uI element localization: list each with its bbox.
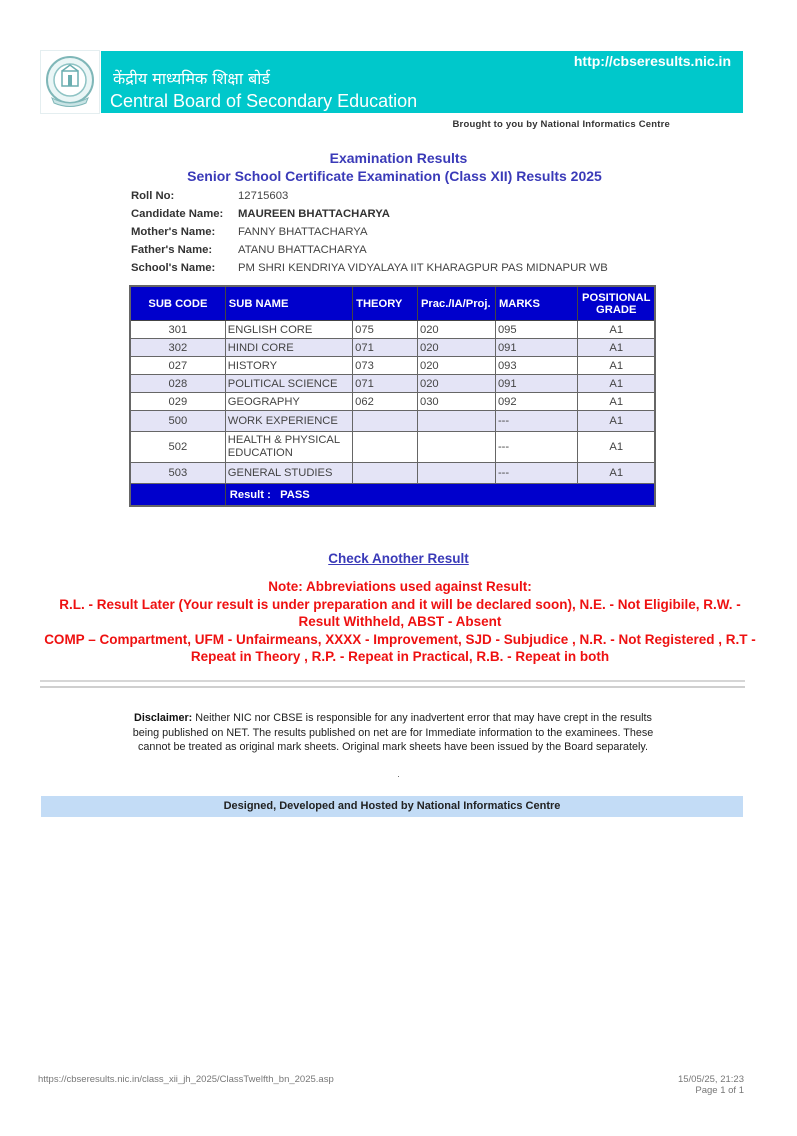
cell-marks: ---	[495, 463, 578, 484]
cell-sub-code: 301	[130, 321, 225, 339]
table-row	[130, 321, 655, 339]
cell-sub-name: HISTORY	[225, 357, 352, 375]
print-page-url: https://cbseresults.nic.in/class_xii_jh_2025/ClassTwelfth_bn_2025.asp	[38, 1074, 334, 1085]
mother-name-row	[131, 223, 608, 241]
cell-sub-code: 027	[130, 357, 225, 375]
col-header-sub-code: SUB CODE	[130, 286, 225, 321]
cell-sub-name: WORK EXPERIENCE	[225, 411, 352, 432]
cell-theory: 071	[353, 339, 418, 357]
result-row	[130, 484, 655, 507]
cell-sub-name: GENERAL STUDIES	[225, 463, 352, 484]
col-header-practical: Prac./IA/Proj.	[417, 286, 495, 321]
cell-marks: ---	[495, 432, 578, 463]
check-another-result-link[interactable]: Check Another Result	[328, 551, 469, 566]
cell-sub-code: 302	[130, 339, 225, 357]
cell-marks: 091	[495, 339, 578, 357]
table-row	[130, 411, 655, 432]
mother-name-value: FANNY BHATTACHARYA	[238, 226, 368, 238]
col-header-sub-name: SUB NAME	[225, 286, 352, 321]
cell-grade: A1	[578, 411, 655, 432]
exam-title: Senior School Certificate Examination (Class XII) Results 2025	[187, 168, 602, 184]
cell-sub-name: GEOGRAPHY	[225, 393, 352, 411]
candidate-name-label: Candidate Name:	[131, 208, 224, 220]
cell-grade: A1	[578, 432, 655, 463]
table-row	[130, 393, 655, 411]
cell-practical: 020	[417, 339, 495, 357]
table-row	[130, 463, 655, 484]
cell-sub-code: 502	[130, 432, 225, 463]
cell-sub-code: 500	[130, 411, 225, 432]
cell-theory: 062	[353, 393, 418, 411]
cell-sub-code: 503	[130, 463, 225, 484]
table-row	[130, 432, 655, 463]
cell-practical: 020	[417, 375, 495, 393]
candidate-info	[131, 187, 608, 277]
table-row	[130, 375, 655, 393]
col-header-theory: THEORY	[353, 286, 418, 321]
roll-value: 12715603	[238, 190, 289, 202]
cell-sub-code: 029	[130, 393, 225, 411]
marks-table	[129, 285, 656, 507]
brought-by-text: Brought to you by National Informatics Centre	[452, 119, 670, 130]
cell-grade: A1	[578, 375, 655, 393]
cell-practical: 020	[417, 321, 495, 339]
check-another-wrap	[0, 550, 797, 568]
candidate-name-value: MAUREEN BHATTACHARYA	[238, 208, 390, 220]
roll-row	[131, 187, 608, 205]
cell-practical	[417, 411, 495, 432]
cell-grade: A1	[578, 339, 655, 357]
col-header-marks: MARKS	[495, 286, 578, 321]
cell-practical	[417, 463, 495, 484]
cell-grade: A1	[578, 393, 655, 411]
school-name-label: School's Name:	[131, 262, 216, 274]
divider	[40, 680, 745, 682]
disclaimer-dot: .	[397, 769, 400, 779]
candidate-name-row	[131, 205, 608, 223]
site-url[interactable]: http://cbseresults.nic.in	[573, 53, 731, 69]
cell-practical: 020	[417, 357, 495, 375]
cell-theory: 073	[353, 357, 418, 375]
divider	[40, 686, 745, 688]
cell-marks: 095	[495, 321, 578, 339]
org-name-english: Central Board of Secondary Education	[110, 91, 418, 111]
cell-sub-name: ENGLISH CORE	[225, 321, 352, 339]
disclaimer-text: Neither NIC nor CBSE is responsible for any inadvertent error that may have crept in the results being published on NET. The results published on net are for Immediate information to the examinees. These cannot be treated as original mark sheets. Original mark sheets have been issued by the Board separately.	[132, 712, 654, 753]
result-status: Result : PASS	[225, 484, 655, 507]
cbse-emblem-icon	[44, 54, 96, 110]
mother-name-label: Mother's Name:	[131, 226, 216, 238]
note-heading: Note: Abbreviations used against Result:	[268, 579, 532, 594]
father-name-label: Father's Name:	[131, 244, 213, 256]
print-page-number: Page 1 of 1	[695, 1085, 744, 1096]
cell-grade: A1	[578, 321, 655, 339]
cell-sub-code: 028	[130, 375, 225, 393]
cell-theory: 071	[353, 375, 418, 393]
cell-grade: A1	[578, 357, 655, 375]
note-line-1: R.L. - Result Later (Your result is under preparation and it will be declared soon), N.E. - Not Eligibile, R.W. - Result Withheld, ABST - Absent	[59, 596, 741, 629]
table-row	[130, 339, 655, 357]
abbreviations-note	[40, 578, 760, 666]
col-header-grade: POSITIONAL GRADE	[578, 286, 655, 321]
site-header	[40, 50, 743, 114]
footer-credit: Designed, Developed and Hosted by National Informatics Centre	[41, 796, 743, 817]
cell-practical: 030	[417, 393, 495, 411]
school-name-value: PM SHRI KENDRIYA VIDYALAYA IIT KHARAGPUR PAS MIDNAPUR WB	[238, 262, 608, 274]
cell-theory	[353, 463, 418, 484]
page-title: Examination Results	[329, 150, 468, 166]
school-name-row	[131, 259, 608, 277]
cell-sub-name: HEALTH & PHYSICAL EDUCATION	[225, 432, 352, 463]
header-banner	[101, 51, 743, 113]
roll-label: Roll No:	[131, 190, 175, 202]
cell-sub-name: POLITICAL SCIENCE	[225, 375, 352, 393]
cell-theory: 075	[353, 321, 418, 339]
cell-theory	[353, 411, 418, 432]
note-line-2: COMP – Compartment, UFM - Unfairmeans, XXXX - Improvement, SJD - Subjudice , N.R. - Not Registered , R.T - Repeat in Theory , R.P. - Repeat in Practical, R.B. - Repeat in both	[44, 631, 756, 664]
cell-theory	[353, 432, 418, 463]
print-meta	[678, 1074, 744, 1096]
org-name-hindi: केंद्रीय माध्यमिक शिक्षा बोर्ड	[113, 69, 270, 88]
cell-marks: ---	[495, 411, 578, 432]
cell-sub-name: HINDI CORE	[225, 339, 352, 357]
cell-marks: 091	[495, 375, 578, 393]
table-row	[130, 357, 655, 375]
cell-marks: 092	[495, 393, 578, 411]
table-header-row	[130, 286, 655, 321]
cbse-logo	[40, 50, 100, 114]
cell-marks: 093	[495, 357, 578, 375]
result-empty-cell	[130, 484, 225, 507]
cell-practical	[417, 432, 495, 463]
print-datetime: 15/05/25, 21:23	[677, 1074, 744, 1085]
disclaimer-label: Disclaimer:	[134, 712, 193, 724]
cell-grade: A1	[578, 463, 655, 484]
father-name-value: ATANU BHATTACHARYA	[238, 244, 367, 256]
disclaimer	[128, 711, 658, 755]
father-name-row	[131, 241, 608, 259]
